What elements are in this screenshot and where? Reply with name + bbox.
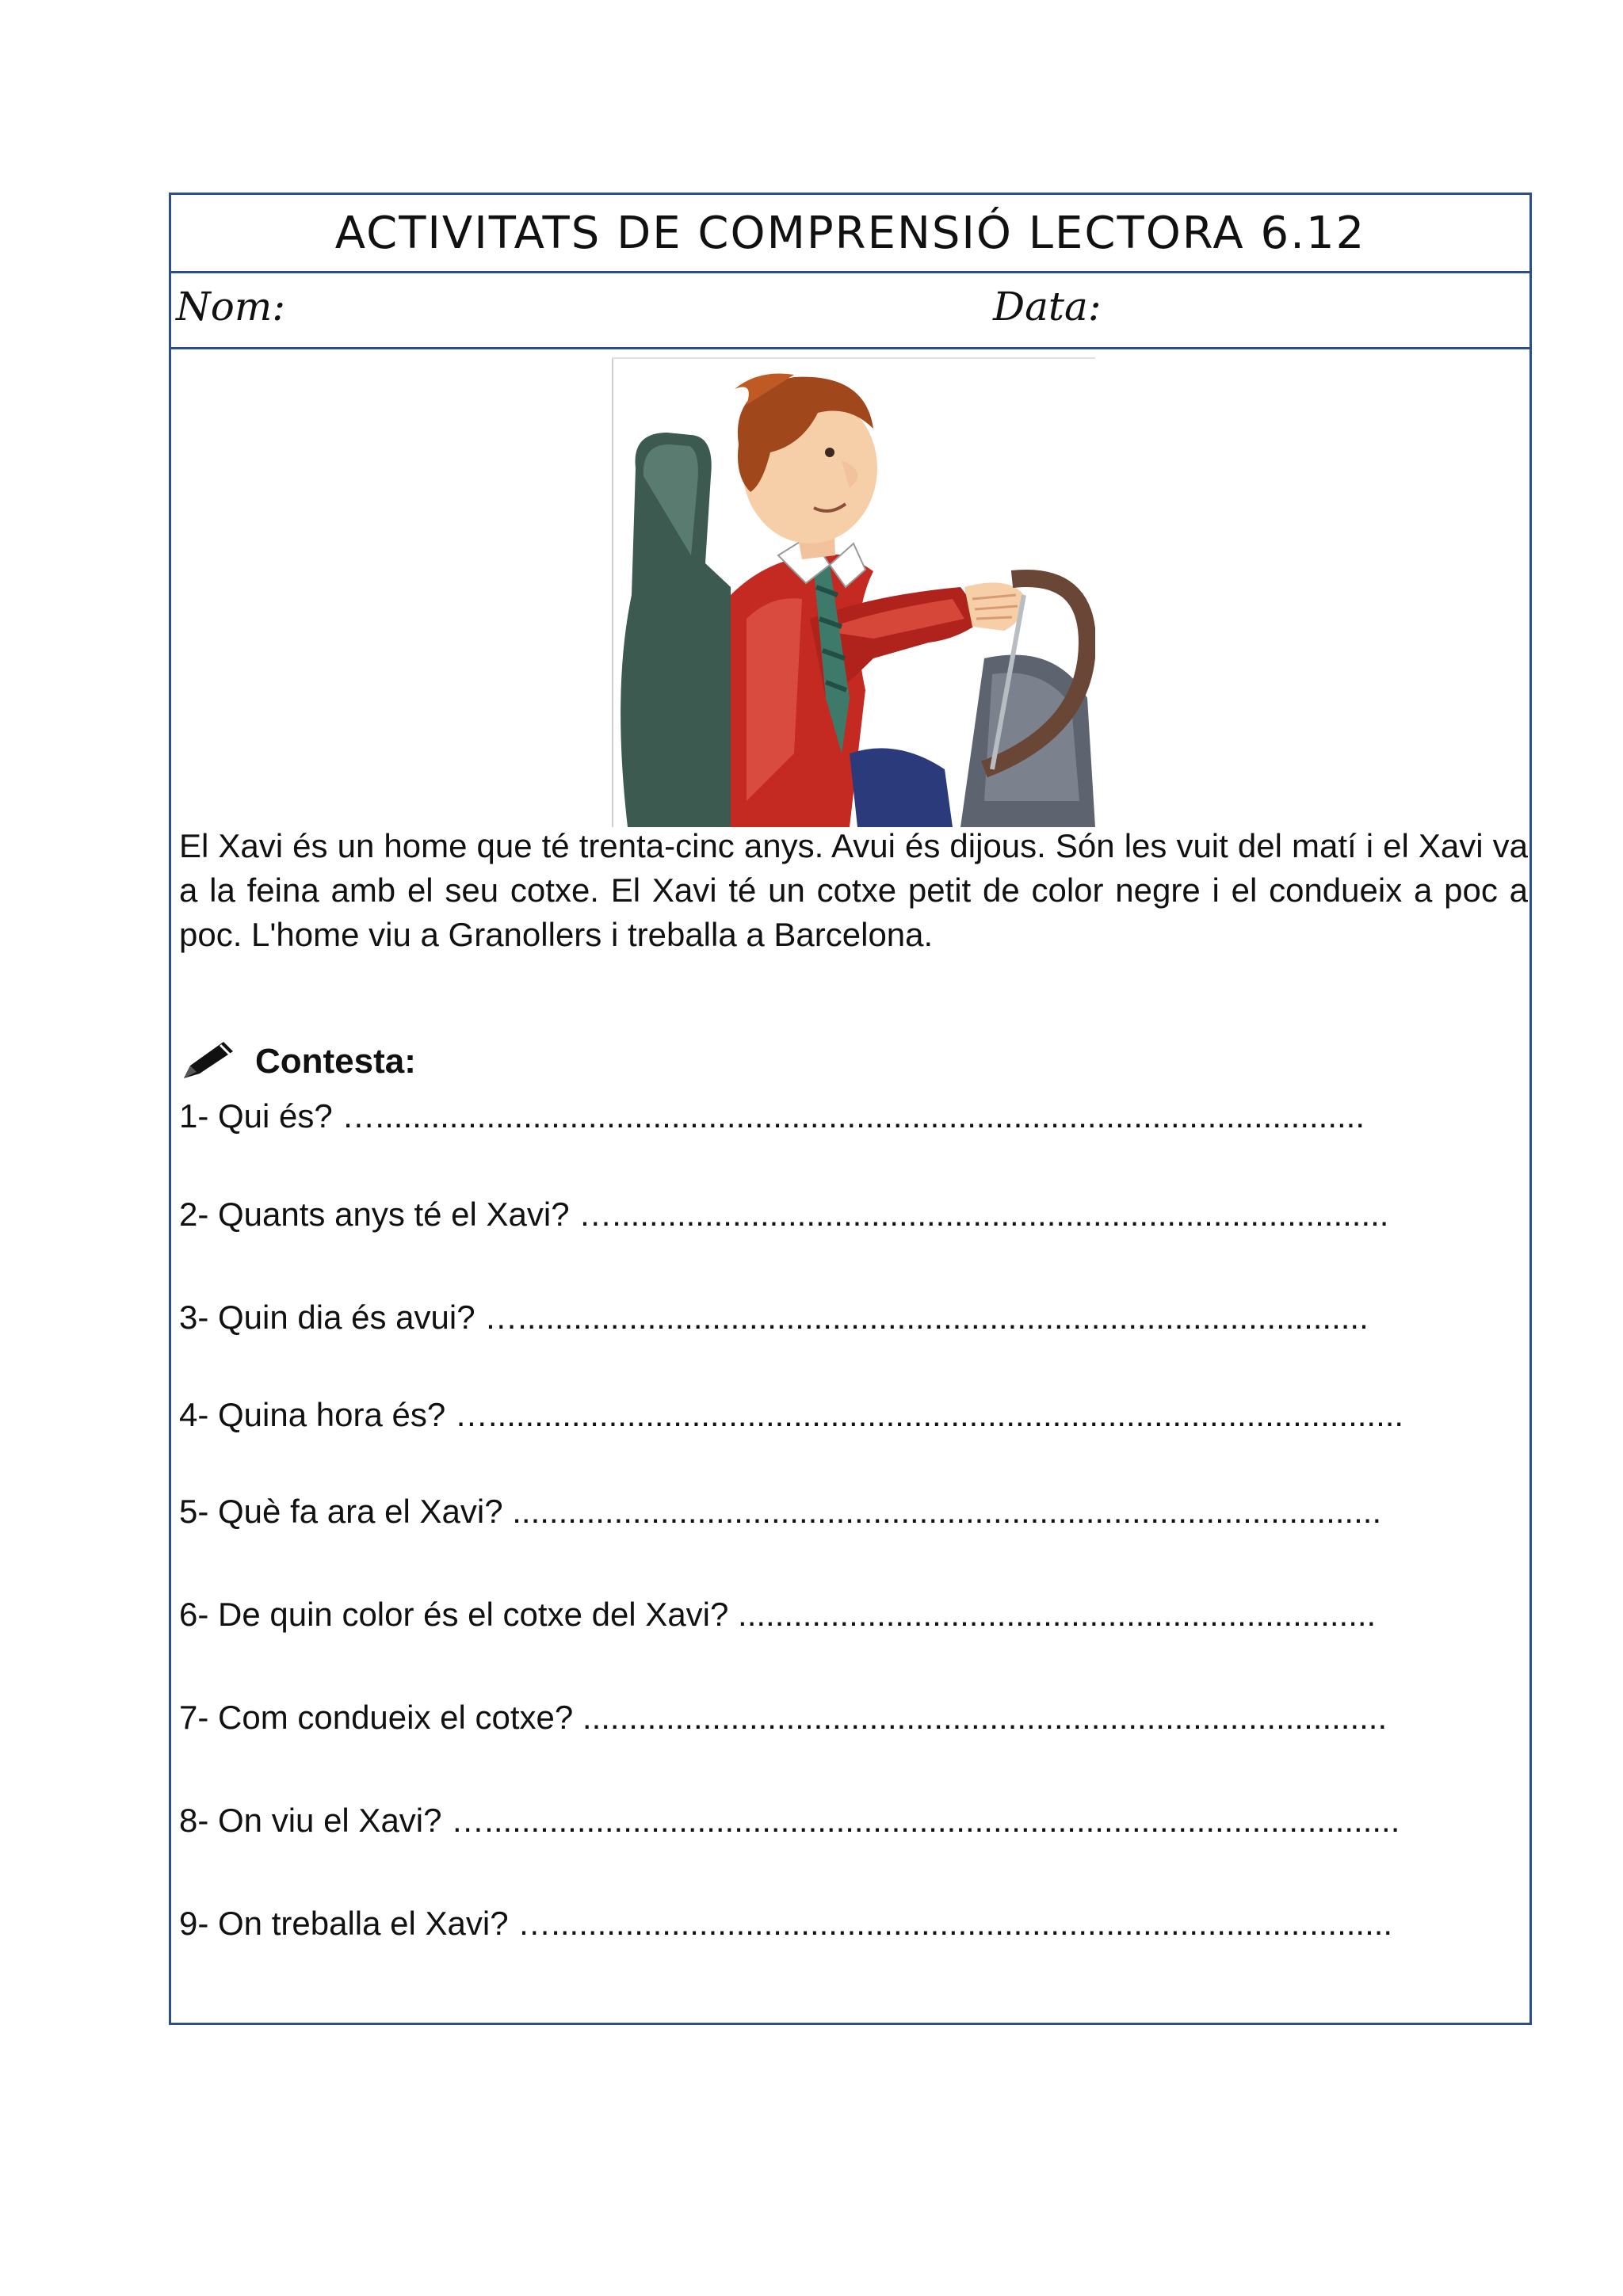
name-date-row bbox=[171, 271, 1529, 349]
worksheet-title: ACTIVITATS DE COMPRENSIÓ LECTORA 6.12 bbox=[334, 207, 1366, 259]
exercise-heading bbox=[179, 1037, 416, 1086]
question-2: 2- Quants anys té el Xavi? ….................................................................................... bbox=[179, 1196, 1389, 1233]
worksheet-frame bbox=[169, 193, 1532, 2025]
question-8: 8- On viu el Xavi? …................................................................................................... bbox=[179, 1802, 1400, 1839]
driver-illustration bbox=[612, 357, 1095, 827]
question-1: 1- Qui és? …........................................................................................................... bbox=[179, 1097, 1365, 1135]
question-7: 7- Com condueix el cotxe? ....................................................................................... bbox=[179, 1699, 1388, 1736]
question-6: 6- De quin color és el cotxe del Xavi? ..................................................................... bbox=[179, 1596, 1377, 1633]
question-9: 9- On treballa el Xavi? …........................................................................................... bbox=[179, 1905, 1393, 1942]
date-label: Data: bbox=[993, 284, 1102, 330]
story-paragraph: El Xavi és un home que té trenta-cinc anys. Avui és dijous. Són les vuit del matí i el Xavi va a la feina amb el seu cotxe. El Xavi té un cotxe petit de color negre i el condueix a poc a poc. L'home viu a Granollers i treballa a Barcelona. bbox=[179, 827, 1528, 953]
pencil-icon bbox=[179, 1037, 238, 1086]
question-3: 3- Quin dia és avui? …............................................................................................ bbox=[179, 1299, 1369, 1336]
title-row bbox=[171, 195, 1529, 273]
contesta-label: Contesta: bbox=[255, 1042, 416, 1081]
question-4: 4- Quina hora és? …................................................................................................... bbox=[179, 1396, 1404, 1433]
question-5: 5- Què fa ara el Xavi? .............................................................................................. bbox=[179, 1493, 1382, 1530]
name-label: Nom: bbox=[176, 284, 286, 330]
